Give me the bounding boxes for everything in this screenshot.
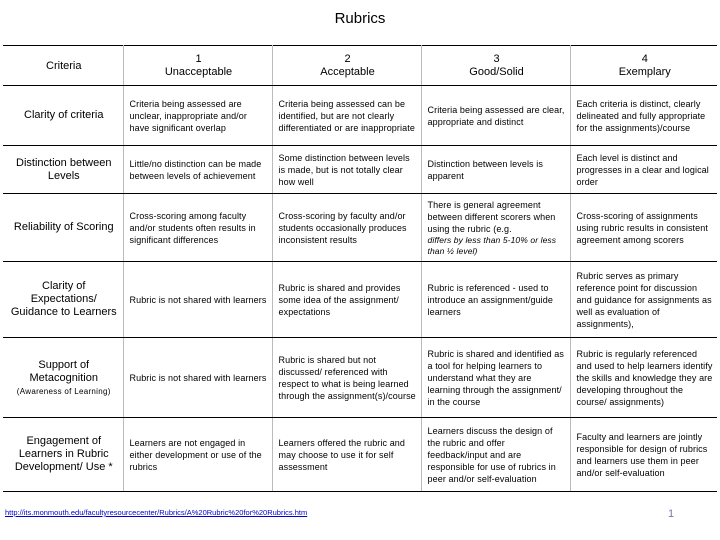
rubric-cell: Faculty and learners are jointly responsible for design of rubrics and learners use them in peer and/or self-evaluation <box>570 418 717 492</box>
page-title: Rubrics <box>334 10 386 27</box>
rubric-cell: Learners offered the rubric and may choose to use it for self assessment <box>272 418 421 492</box>
level-number: 3 <box>493 52 500 65</box>
level-header-2 <box>272 46 421 86</box>
criterion-cell: Distinction between Levels <box>3 146 123 194</box>
rubric-cell: Rubric serves as primary reference point for discussion and guidance for assignments as well as evaluation of assignments), <box>570 262 717 338</box>
criterion-cell <box>3 338 123 418</box>
criterion-cell: Clarity of Expectations/ Guidance to Learners <box>3 262 123 338</box>
rubric-cell: Distinction between levels is apparent <box>421 146 570 194</box>
rubric-cell: Criteria being assessed are clear, appropriate and distinct <box>421 86 570 146</box>
rubric-cell: Criteria being assessed can be identified, but are not clearly differentiated or are inappropriate <box>272 86 421 146</box>
criteria-header: Criteria <box>3 46 123 86</box>
header-row <box>3 46 717 86</box>
rubric-cell-note: differs by less than 5-10% or less than ½ level) <box>427 234 557 256</box>
table-row <box>3 146 717 194</box>
level-header-4 <box>570 46 717 86</box>
rubric-cell: Little/no distinction can be made between levels of achievement <box>123 146 272 194</box>
rubric-cell-text: There is general agreement between different scorers when using the rubric (e.g. <box>427 199 556 234</box>
level-label: Good/Solid <box>469 65 524 78</box>
level-label: Unacceptable <box>164 65 233 78</box>
criterion-cell: Engagement of Learners in Rubric Development/ Use * <box>3 418 123 492</box>
rubric-cell: Learners are not engaged in either development or use of the rubrics <box>123 418 272 492</box>
criterion-sublabel: (Awareness of Learning) <box>16 386 111 396</box>
level-header-3 <box>421 46 570 86</box>
source-link[interactable]: http://its.monmouth.edu/facultyresourcecenter/Rubrics/A%20Rubric%20for%20Rubrics.htm <box>5 508 308 517</box>
rubric-cell: Rubric is referenced - used to introduce an assignment/guide learners <box>421 262 570 338</box>
table-row <box>3 86 717 146</box>
rubric-cell: Rubric is not shared with learners <box>123 262 272 338</box>
rubric-cell: Cross-scoring of assignments using rubric results in consistent agreement among scorers <box>570 194 717 262</box>
rubric-cell: Some distinction between levels is made, but is not totally clear how well <box>272 146 421 194</box>
rubric-cell: Rubric is shared and identified as a tool for helping learners to understand what they are learning through the assignment/ in the course <box>421 338 570 418</box>
rubric-cell: Learners discuss the design of the rubric and offer feedback/input and are responsible for use of rubrics in peer and/or self-evaluation <box>421 418 570 492</box>
table-row <box>3 338 717 418</box>
table-row <box>3 262 717 338</box>
criterion-cell: Clarity of criteria <box>3 86 123 146</box>
page-number: 1 <box>668 508 675 520</box>
rubric-cell: Rubric is shared but not discussed/ referenced with respect to what is being learned through the assignment(s)/course <box>272 338 421 418</box>
rubric-table <box>3 45 717 492</box>
level-header-1 <box>123 46 272 86</box>
rubric-cell: Rubric is regularly referenced and used to help learners identify the skills and knowledge they are developing throughout the course/ assignments) <box>570 338 717 418</box>
level-number: 1 <box>195 52 202 65</box>
table-row <box>3 418 717 492</box>
rubric-cell: Each criteria is distinct, clearly delineated and fully appropriate for the assignments)/course <box>570 86 717 146</box>
rubric-cell: Rubric is not shared with learners <box>123 338 272 418</box>
rubric-cell: Cross-scoring among faculty and/or students often results in significant differences <box>123 194 272 262</box>
rubric-cell: Cross-scoring by faculty and/or students occasionally produces inconsistent results <box>272 194 421 262</box>
rubric-cell: Criteria being assessed are unclear, inappropriate and/or have significant overlap <box>123 86 272 146</box>
rubric-cell <box>421 194 570 262</box>
rubric-cell: Each level is distinct and progresses in a clear and logical order <box>570 146 717 194</box>
rubric-cell: Rubric is shared and provides some idea of the assignment/ expectations <box>272 262 421 338</box>
level-number: 2 <box>344 52 351 65</box>
criterion-cell: Reliability of Scoring <box>3 194 123 262</box>
criterion-label: Support of Metacognition <box>29 358 98 384</box>
table-row <box>3 194 717 262</box>
level-label: Exemplary <box>618 65 671 78</box>
level-number: 4 <box>641 52 648 65</box>
level-label: Acceptable <box>320 65 375 78</box>
